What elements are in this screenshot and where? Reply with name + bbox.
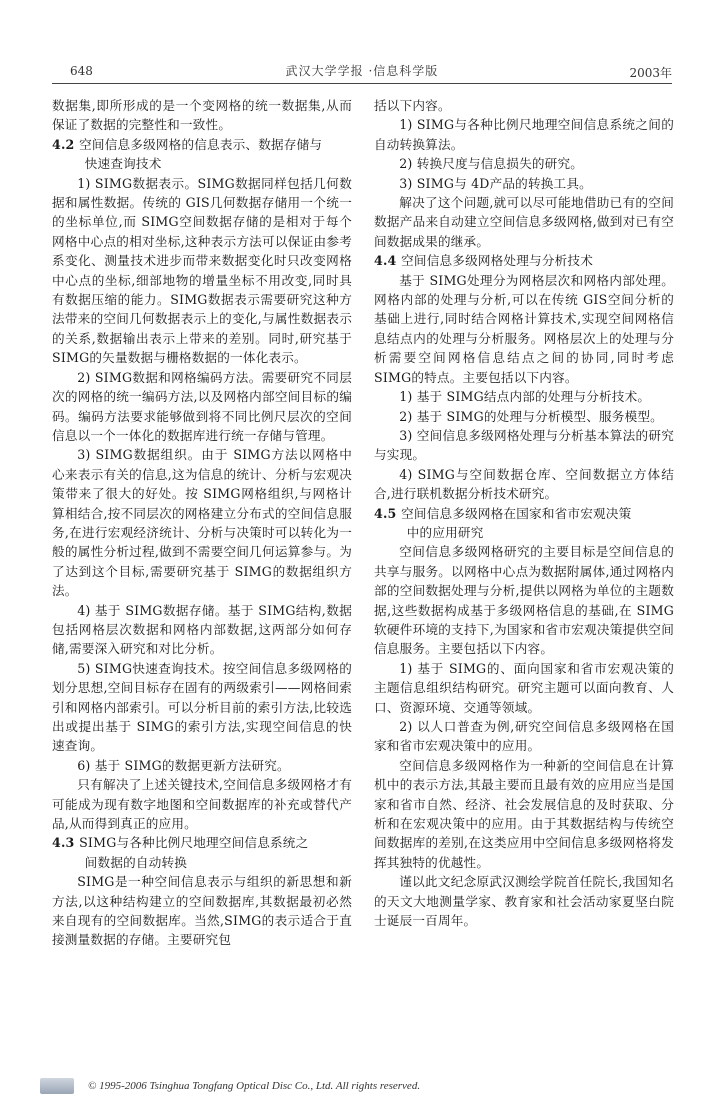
paragraph: 解决了这个问题,就可以尽可能地借助已有的空间数据产品来自动建立空间信息多级网格,做到对已有空间数据成果的继承。 bbox=[374, 195, 674, 249]
paragraph: 数据集,即所形成的是一个变网格的统一数据集,从而保证了数据的完整性和一致性。 bbox=[52, 98, 352, 133]
paragraph: 4) SIMG与空间数据仓库、空间数据立方体结合,进行联机数据分析技术研究。 bbox=[374, 466, 674, 502]
section-heading-continued: 中的应用研究 bbox=[406, 524, 484, 540]
section-title: 空间信息多级网格处理与分析技术 bbox=[401, 253, 594, 269]
paragraph: 1) 基于 SIMG结点内部的处理与分析技术。 bbox=[399, 389, 651, 405]
paragraph: 3) SIMG数据组织。由于 SIMG方法以网格中心来表示有关的信息,这为信息的统计、分析与宏观决策带来了很大的好处。按 SIMG网格组织,与网格计算相结合,按不同层次的网格建立分布式的空间信息服务,在进行宏观经济统计、分析与决策时可以转化为一般的属性分析过程,做到不需要空间几何运算参与。为了达到这个目标,需要研究基于 SIMG的数据组织方法。 bbox=[52, 447, 352, 599]
paragraph: 4) 基于 SIMG数据存储。基于 SIMG结构,数据包括网格层次数据和网格内部数据,这两部分如何存储,需要深入研究和对比分析。 bbox=[52, 602, 352, 657]
paragraph: 括以下内容。 bbox=[374, 98, 451, 113]
section-title: 空间信息多级网格的信息表示、数据存储与 bbox=[79, 136, 323, 152]
paragraph: 1) SIMG数据表示。SIMG数据同样包括几何数据和属性数据。传统的 GIS几何数据存储用一个统一的坐标单位,而 SIMG空间数据存储的是相对于每个网格中心点的相对坐标,这种表示方法可以保证由参考系变化、测量技术进步而带来数据变化时只改变网格中心点的坐标,细部地物的增量坐标不用改变,同时具有数据压缩的能力。SIMG数据表示需要研究这种方法带来的空间几何数据表示上的变化,与属性数据表示的关系,数据输出表示上带来的差别。同时,研究基于 SIMG的矢量数据与栅格数据的一体化表示。 bbox=[52, 175, 352, 366]
header-rule bbox=[52, 83, 672, 84]
paragraph: 基于 SIMG处理分为网格层次和网格内部处理。网格内部的处理与分析,可以在传统 GIS空间分析的基础上进行,同时结合网格计算技术,实现空间网格信息结点内的处理与分析服务。网格层次上的处理与分析需要空间网格信息结点之间的协同,同时考虑 SIMG的特点。主要包括以下内容。 bbox=[374, 272, 674, 385]
paragraph: 3) SIMG与 4D产品的转换工具。 bbox=[399, 175, 592, 191]
paragraph: 1) SIMG与各种比例尺地理空间信息系统之间的自动转换算法。 bbox=[374, 117, 674, 152]
page-number: 648 bbox=[70, 64, 93, 78]
copyright-notice: © 1995-2006 Tsinghua Tongfang Optical Disc Co., Ltd. All rights reserved. bbox=[88, 1080, 421, 1092]
footer bbox=[40, 1076, 700, 1098]
paragraph: 只有解决了上述关键技术,空间信息多级网格才有可能成为现有数字地图和空间数据库的补充或替代产品,从而得到真正的应用。 bbox=[52, 777, 352, 832]
journal-title: 武汉大学学报 ·信息科学版 bbox=[285, 64, 439, 78]
section-heading bbox=[52, 833, 352, 852]
paragraph: 空间信息多级网格研究的主要目标是空间信息的共享与服务。以网格中心点为数据附属体,通过网格内部的空间数据处理与分析,提供以网格为单位的主题数据,这些数据构成基于多级网格信息的基础,在 SIMG软硬件环境的支持下,为国家和省市宏观决策提供空间信息服务。主要包括以下内容。 bbox=[374, 544, 674, 657]
section-number: 4.5 bbox=[374, 505, 397, 521]
section-heading-continued: 快速查询技术 bbox=[84, 156, 162, 172]
paragraph: 2) 以人口普查为例,研究空间信息多级网格在国家和省市宏观决策中的应用。 bbox=[374, 719, 674, 754]
publisher-logo-icon bbox=[40, 1078, 74, 1094]
paragraph: 6) 基于 SIMG的数据更新方法研究。 bbox=[77, 757, 290, 773]
section-heading bbox=[374, 504, 674, 523]
section-heading-continued: 间数据的自动转换 bbox=[84, 854, 188, 870]
section-title: 空间信息多级网格在国家和省市宏观决策 bbox=[401, 505, 632, 521]
paragraph: 3) 空间信息多级网格处理与分析基本算法的研究与实现。 bbox=[374, 427, 674, 463]
section-number: 4.3 bbox=[52, 835, 75, 851]
section-heading bbox=[374, 251, 674, 270]
paragraph: 谨以此文纪念原武汉测绘学院首任院长,我国知名的天文大地测量学家、教育家和社会活动家夏坚白院士诞辰一百周年。 bbox=[374, 874, 674, 929]
section-number: 4.2 bbox=[52, 136, 75, 152]
publication-year: 2003年 bbox=[629, 66, 672, 80]
paragraph: 2) SIMG数据和网格编码方法。需要研究不同层次的网格的统一编码方法,以及网格内部空间目标的编码。编码方法要求能够做到将不同比例尺层次的空间信息以一个一体化的数据库进行统一存储与管理。 bbox=[52, 369, 352, 443]
left-column bbox=[52, 96, 352, 950]
section-number: 4.4 bbox=[374, 253, 397, 269]
paragraph: 1) 基于 SIMG的、面向国家和省市宏观决策的主题信息组织结构研究。研究主题可以面向教育、人口、资源环境、交通等领域。 bbox=[374, 660, 674, 715]
right-column bbox=[374, 96, 674, 930]
paragraph: 2) 基于 SIMG的处理与分析模型、服务模型。 bbox=[399, 408, 663, 424]
section-title: SIMG与各种比例尺地理空间信息系统之 bbox=[79, 835, 309, 851]
paragraph: 2) 转换尺度与信息损失的研究。 bbox=[399, 156, 584, 172]
section-heading bbox=[52, 135, 352, 154]
paragraph: SIMG是一种空间信息表示与组织的新思想和新方法,以这种结构建立的空间数据库,其数据最初必然来自现有的空间数据库。当然,SIMG的表示适合于直接测量数据的存储。主要研究包 bbox=[52, 874, 352, 948]
running-header bbox=[52, 60, 672, 80]
paragraph: 5) SIMG快速查询技术。按空间信息多级网格的划分思想,空间目标存在固有的两级索引——网格间索引和网格内部索引。可以分析目前的索引方法,比较选出或提出基于 SIMG的索引方法,实现空间信息的快速查询。 bbox=[52, 660, 352, 754]
paragraph: 空间信息多级网格作为一种新的空间信息在计算机中的表示方法,其最主要而且最有效的应用应当是国家和省市自然、经济、社会发展信息的及时获取、分析和在宏观决策中的应用。由于其数据结构与传统空间数据库的差别,在这类应用中空间信息多级网格将发挥其独特的优越性。 bbox=[374, 757, 674, 870]
